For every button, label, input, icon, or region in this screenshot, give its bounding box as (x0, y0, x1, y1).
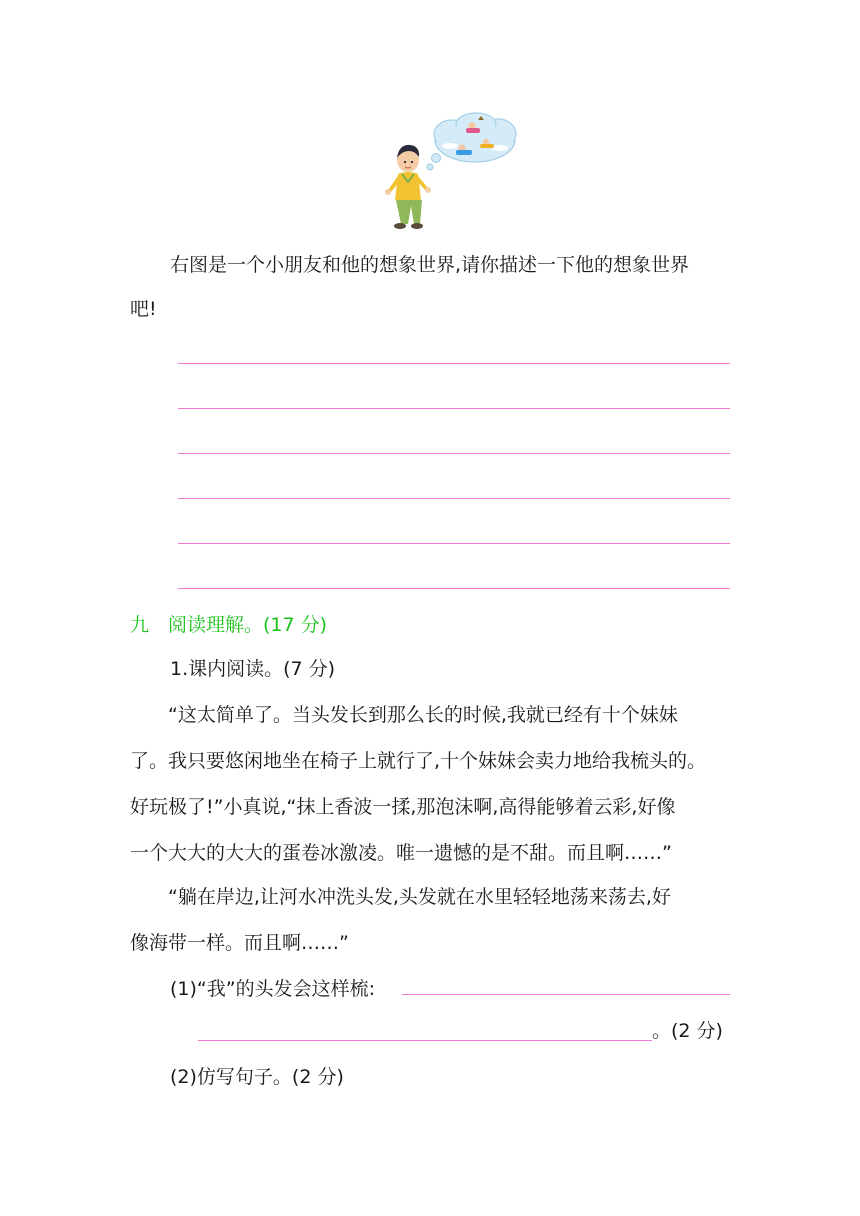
boy-figure (385, 145, 431, 229)
prompt-line-2: 吧! (130, 298, 157, 320)
imagination-cloud (434, 113, 516, 162)
answer-line[interactable] (178, 408, 730, 409)
answer-line[interactable] (178, 588, 730, 589)
section-title: 九 阅读理解。(17 分) (130, 614, 328, 636)
passage-line: 一个大大的大大的蛋卷冰激凌。唯一遗憾的是不甜。而且啊……” (130, 842, 672, 864)
boy-imagination-illustration (380, 112, 530, 234)
thought-bubble-medium (432, 154, 441, 163)
sub-question-1-score: 。(2 分) (652, 1020, 723, 1042)
sub-question-1-answer-line[interactable] (402, 994, 730, 995)
passage-line: 了。我只要悠闲地坐在椅子上就行了,十个妹妹会卖力地给我梳头的。 (130, 750, 707, 772)
prompt-line-1: 右图是一个小朋友和他的想象世界,请你描述一下他的想象世界 (170, 254, 690, 276)
sub-question-1-label: (1)“我”的头发会这样梳: (170, 978, 376, 1000)
answer-line[interactable] (178, 543, 730, 544)
passage-line: “躺在岸边,让河水冲洗头发,头发就在水里轻轻地荡来荡去,好 (168, 886, 671, 908)
passage-line: 像海带一样。而且啊……” (130, 932, 349, 954)
answer-line[interactable] (178, 363, 730, 364)
answer-line[interactable] (178, 453, 730, 454)
sub-question-2-label: (2)仿写句子。(2 分) (170, 1066, 344, 1088)
sub-question-1-answer-line-2[interactable] (198, 1040, 652, 1041)
question-title: 1.课内阅读。(7 分) (170, 658, 336, 680)
passage-line: 好玩极了!”小真说,“抹上香波一揉,那泡沫啊,高得能够着云彩,好像 (130, 796, 676, 818)
answer-line[interactable] (178, 498, 730, 499)
passage-line: “这太简单了。当头发长到那么长的时候,我就已经有十个妹妹 (168, 704, 678, 726)
thought-bubble-small (427, 164, 433, 170)
